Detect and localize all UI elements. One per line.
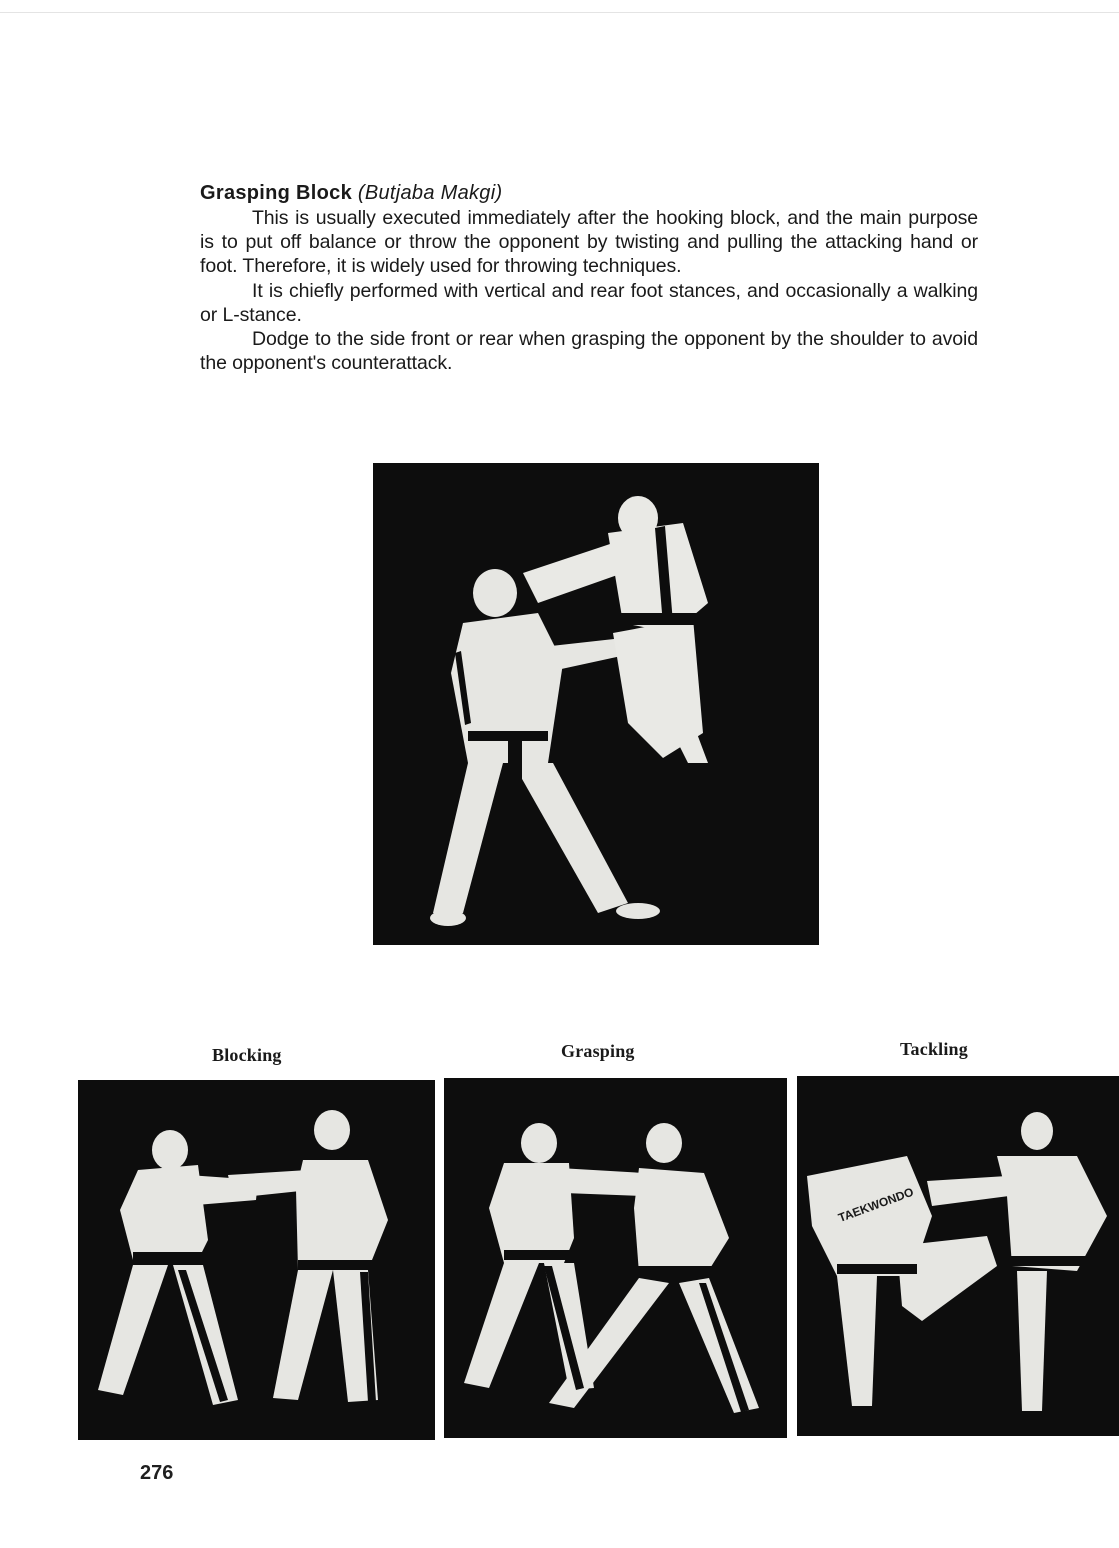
sequence-photo-grasping [444, 1078, 787, 1438]
martial-artists-photo-illustration [373, 463, 819, 945]
section-title: Grasping Block [200, 182, 353, 204]
blocking-photo-illustration [78, 1080, 435, 1440]
paragraph: This is usually executed immediately after the hooking block, and the main purpose is to put off balance or throw the opponent by twisting and pulling the attacking hand or foot. Therefore, it is widely used for throwing techniques. [200, 207, 978, 278]
paragraph: It is chiefly performed with vertical and rear foot stances, and occasionally a walking or L-stance. [200, 279, 978, 326]
sequence-photo-blocking [78, 1080, 435, 1440]
section-subtitle: (Butjaba Makgi) [357, 182, 503, 204]
main-photo [373, 463, 819, 945]
grasping-photo-illustration [444, 1078, 787, 1438]
caption-grasping: Grasping [561, 1041, 635, 1061]
tackling-photo-illustration [797, 1076, 1119, 1436]
caption-tackling: Tackling [900, 1039, 968, 1059]
page-top-edge [0, 12, 1119, 13]
paragraph: Dodge to the side front or rear when grasping the opponent by the shoulder to avoid the opponent's counterattack. [200, 328, 978, 375]
page-number: 276 [140, 1462, 174, 1484]
sequence-photo-tackling [797, 1076, 1119, 1436]
uniform-text: TAEKWONDO [836, 1184, 916, 1225]
caption-blocking: Blocking [212, 1045, 282, 1065]
section-heading [200, 180, 978, 206]
section-text [200, 180, 978, 375]
